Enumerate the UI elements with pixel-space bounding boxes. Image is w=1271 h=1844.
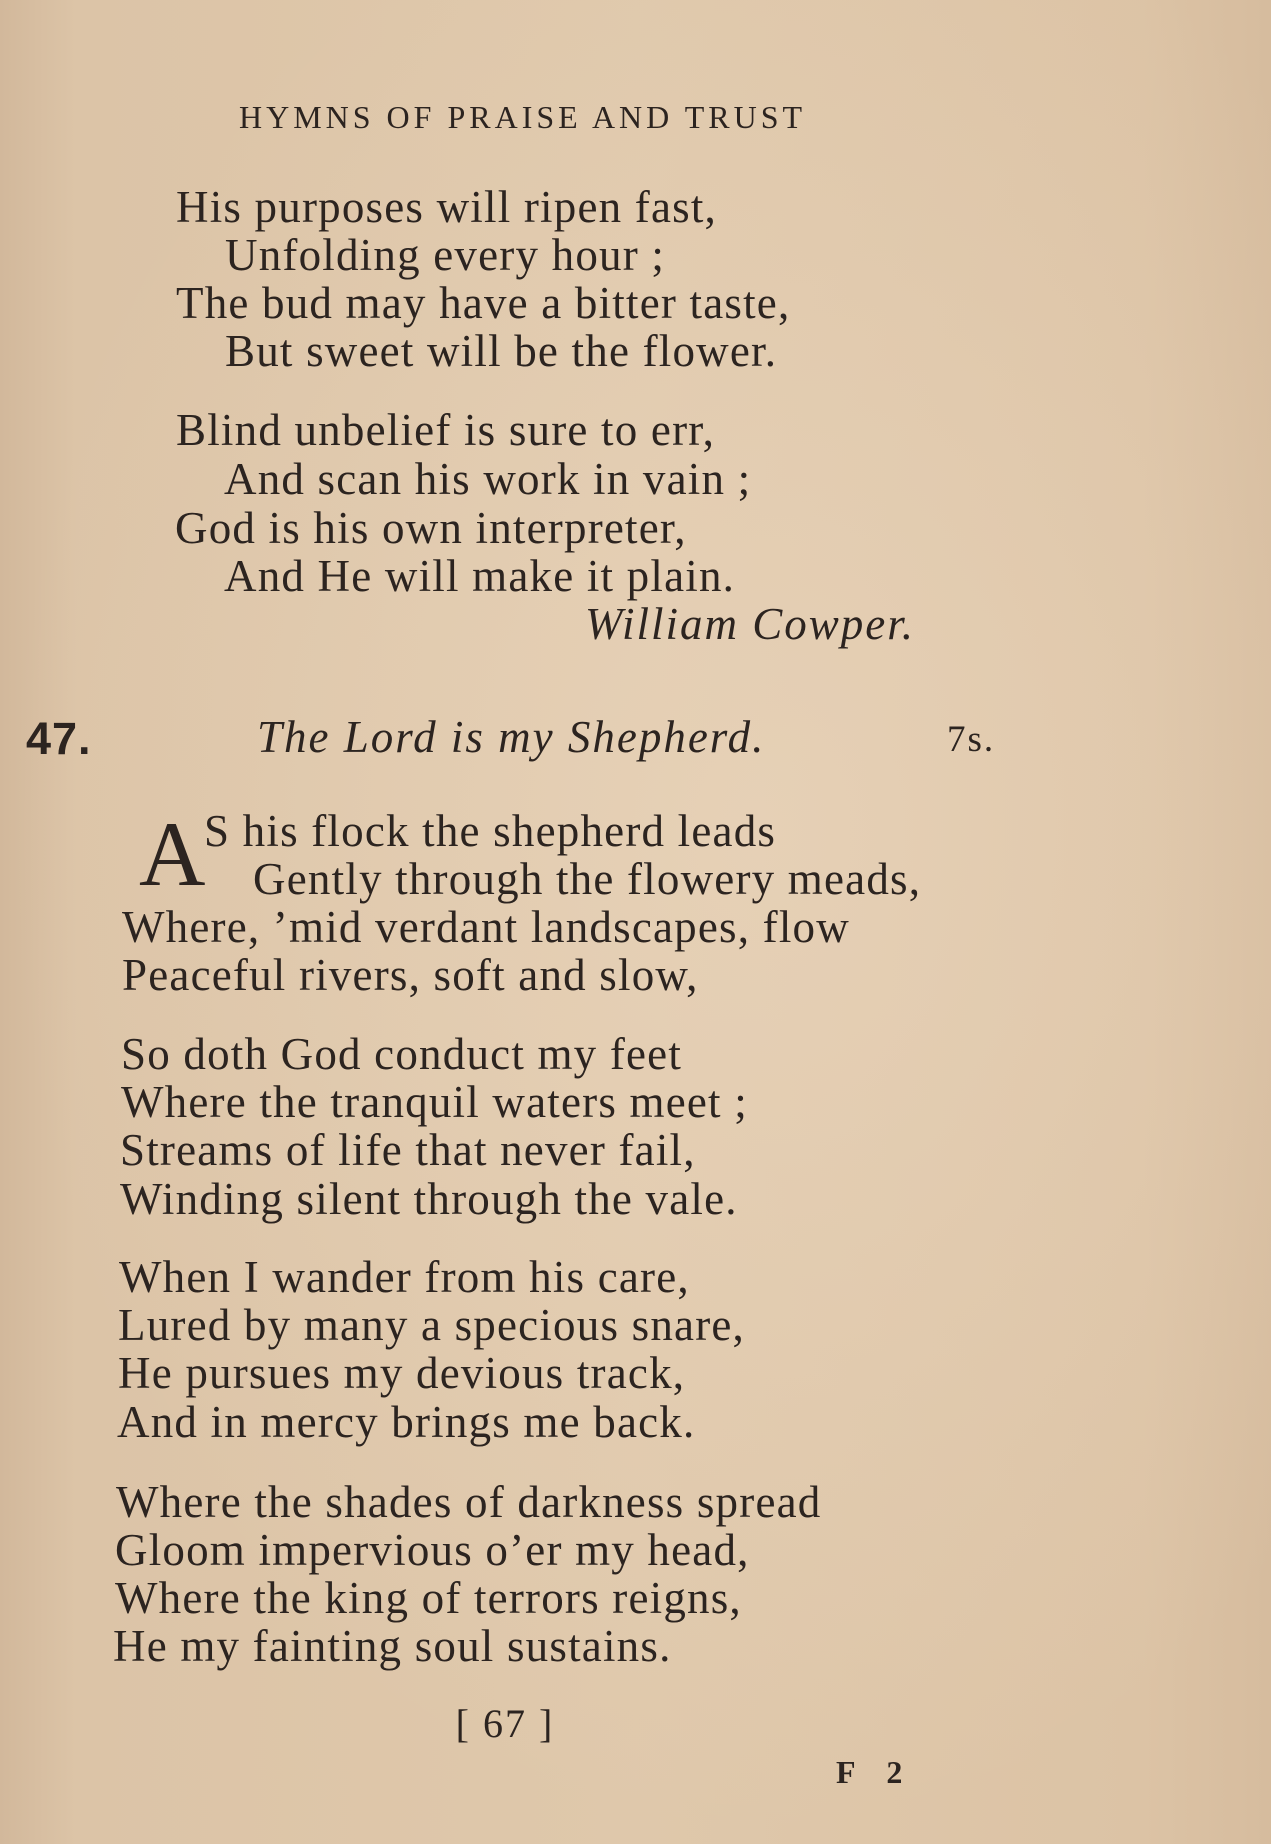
author-attribution: William Cowper. (584, 599, 915, 649)
hymn-title: The Lord is my Shepherd. (257, 712, 766, 762)
verse-line: God is his own interpreter, (175, 503, 687, 553)
verse-line: He my fainting soul sustains. (113, 1621, 672, 1671)
verse-line: He pursues my devious track, (118, 1348, 686, 1398)
verse-line: Lured by many a specious snare, (118, 1300, 746, 1350)
hymn-number: 47. (26, 713, 92, 764)
verse-line: Peaceful rivers, soft and slow, (122, 950, 699, 1000)
page-number: [ 67 ] (455, 1701, 555, 1746)
hymn-meter: 7s. (947, 719, 996, 760)
verse-line: Winding silent through the vale. (120, 1174, 738, 1224)
verse-line: His purposes will ripen fast, (176, 182, 717, 232)
verse-line: And in mercy brings me back. (117, 1397, 696, 1447)
verse-line: And scan his work in vain ; (224, 454, 752, 504)
verse-line: S his flock the shepherd leads (204, 806, 777, 856)
verse-line: And He will make it plain. (224, 551, 736, 601)
verse-line: Gently through the flowery meads, (253, 854, 922, 904)
signature-mark: F 2 (836, 1754, 915, 1790)
verse-line: The bud may have a bitter taste, (176, 278, 791, 328)
verse-line: Streams of life that never fail, (120, 1125, 696, 1175)
verse-line: Blind unbelief is sure to err, (176, 405, 716, 455)
drop-cap: A (139, 803, 206, 905)
verse-line: Where the shades of darkness spread (116, 1477, 822, 1527)
running-header: HYMNS OF PRAISE AND TRUST (238, 99, 807, 135)
verse-line: But sweet will be the flower. (225, 326, 778, 376)
verse-line: Where, ’mid verdant landscapes, flow (122, 902, 850, 952)
verse-line: Unfolding every hour ; (225, 230, 666, 280)
verse-line: Where the tranquil waters meet ; (121, 1077, 748, 1127)
verse-line: Gloom impervious o’er my head, (115, 1525, 750, 1575)
verse-line: So doth God conduct my feet (121, 1029, 683, 1079)
verse-line: When I wander from his care, (119, 1252, 690, 1302)
verse-line: Where the king of terrors reigns, (115, 1573, 742, 1623)
